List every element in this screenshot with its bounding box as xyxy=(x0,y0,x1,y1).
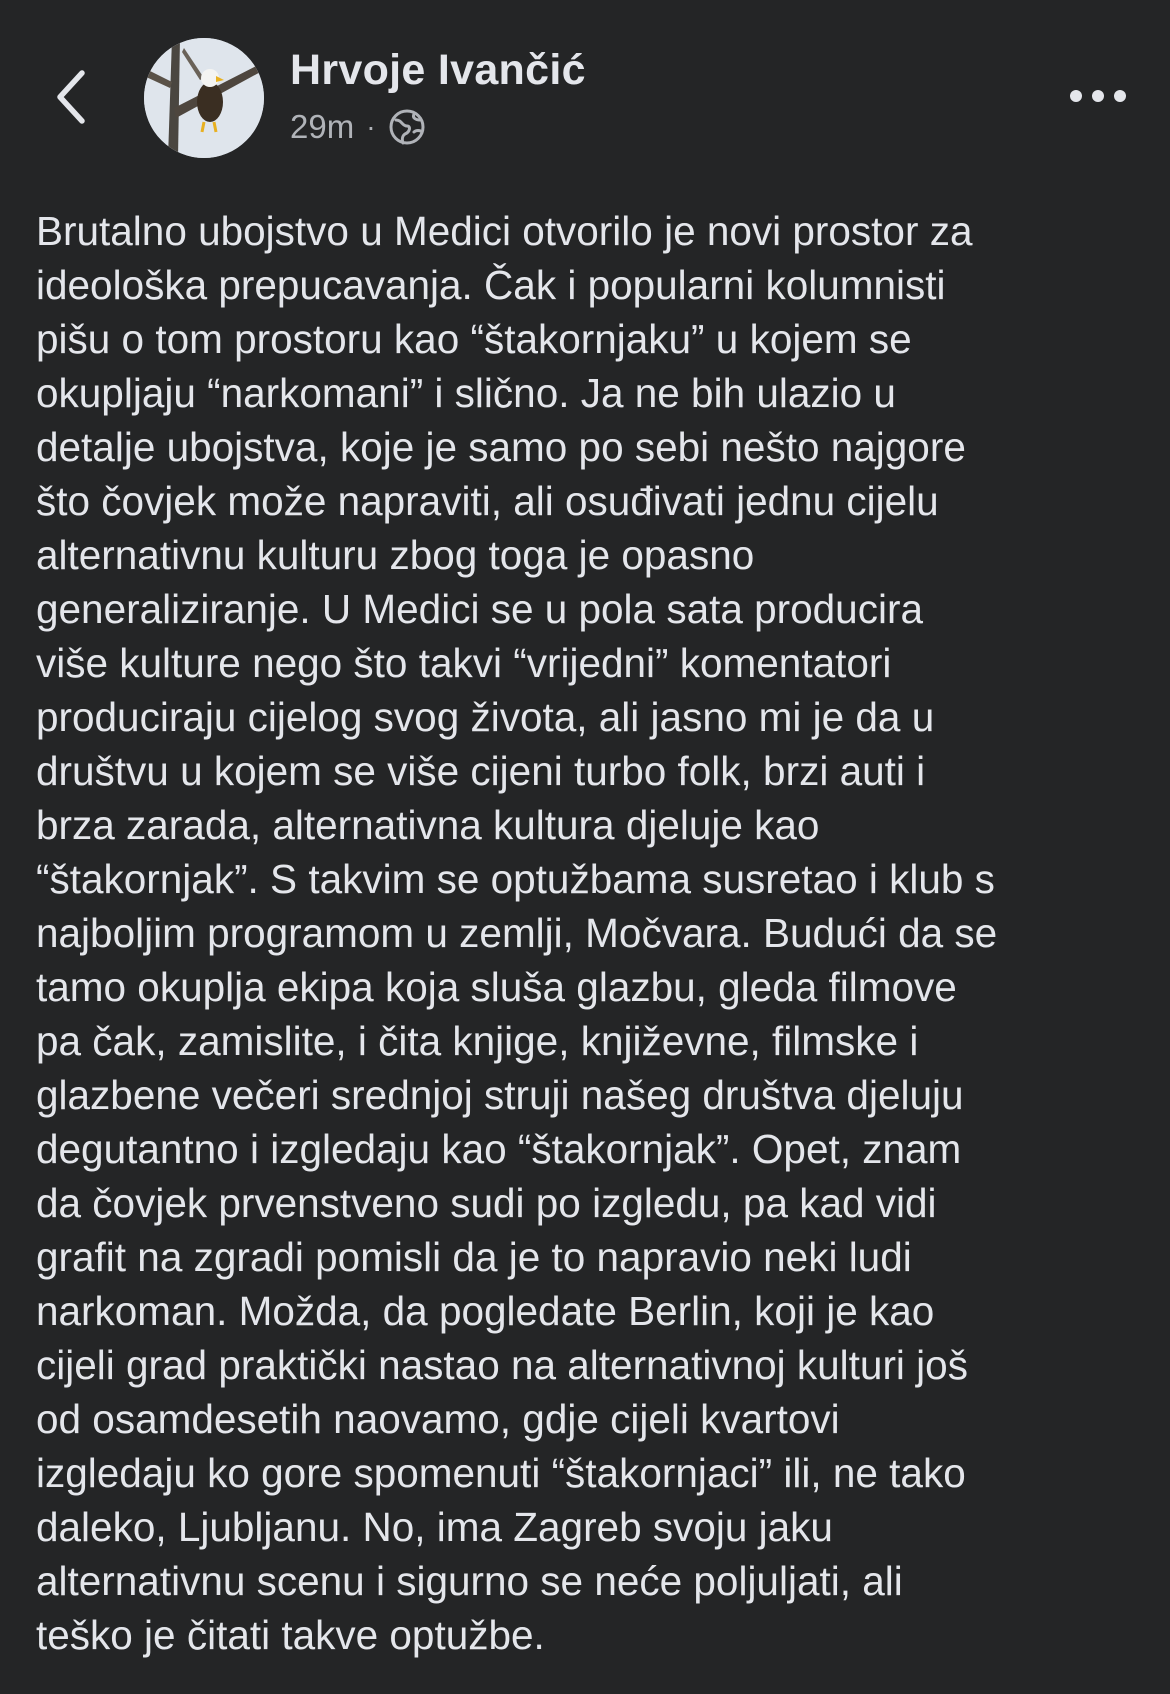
avatar[interactable] xyxy=(144,38,264,158)
post-text-line: generaliziranje. U Medici se u pola sata producira xyxy=(36,586,923,632)
post-text-line: daleko, Ljubljanu. No, ima Zagreb svoju jaku xyxy=(36,1504,833,1550)
post-text-line: tamo okuplja ekipa koja sluša glazbu, gleda filmove xyxy=(36,964,957,1010)
chevron-left-icon xyxy=(52,65,92,129)
post-text-line: društvu u kojem se više cijeni turbo folk, brzi auti i xyxy=(36,748,926,794)
post-text-line: pa čak, zamislite, i čita knjige, književne, filmske i xyxy=(36,1018,919,1064)
post-timestamp[interactable]: 29m xyxy=(290,108,355,145)
post-text-line: više kulture nego što takvi “vrijedni” komentatori xyxy=(36,640,892,686)
post-text-line: degutantno i izgledaju kao “štakornjak”. Opet, znam xyxy=(36,1126,962,1172)
post-text-line: alternativnu kulturu zbog toga je opasno xyxy=(36,532,755,578)
post-header xyxy=(0,0,1170,190)
more-options-button[interactable] xyxy=(1062,72,1134,120)
back-button[interactable] xyxy=(44,62,100,132)
post-text-line: od osamdesetih naovamo, gdje cijeli kvartovi xyxy=(36,1396,840,1442)
post-text-line: produciraju cijelog svog života, ali jasno mi je da u xyxy=(36,694,935,740)
post-text-line: ideološka prepucavanja. Čak i popularni kolumnisti xyxy=(36,262,946,308)
post-text-line: što čovjek može napraviti, ali osuđivati jednu cijelu xyxy=(36,478,939,524)
meta-separator: · xyxy=(366,111,376,142)
post-text-line: glazbene večeri srednjoj struji našeg društva djeluju xyxy=(36,1072,964,1118)
post-text-line: pišu o tom prostoru kao “štakornjaku” u kojem se xyxy=(36,316,912,362)
post-text-line: narkoman. Možda, da pogledate Berlin, koji je kao xyxy=(36,1288,935,1334)
post-text-line: detalje ubojstva, koje je samo po sebi nešto najgore xyxy=(36,424,966,470)
post-text-line: da čovjek prvenstveno sudi po izgledu, pa kad vidi xyxy=(36,1180,937,1226)
post-text-line: alternativnu scenu i sigurno se neće poljuljati, ali xyxy=(36,1558,903,1604)
post-text-line: najboljim programom u zemlji, Močvara. Budući da se xyxy=(36,910,998,956)
post-text-line: okupljaju “narkomani” i slično. Ja ne bih ulazio u xyxy=(36,370,896,416)
more-horizontal-icon xyxy=(1068,88,1128,104)
post-text xyxy=(36,204,1140,1662)
author-name[interactable]: Hrvoje Ivančić xyxy=(290,46,586,94)
post-text-line: teško je čitati takve optužbe. xyxy=(36,1612,545,1658)
post-text-line: Brutalno ubojstvo u Medici otvorilo je novi prostor za xyxy=(36,208,973,254)
post-text-line: brza zarada, alternativna kultura djeluje kao xyxy=(36,802,820,848)
globe-icon xyxy=(388,108,426,146)
post-text-line: “štakornjak”. S takvim se optužbama susretao i klub s xyxy=(36,856,995,902)
avatar-image xyxy=(144,38,264,158)
post-meta xyxy=(290,104,426,150)
post-text-line: cijeli grad praktički nastao na alternativnoj kulturi još xyxy=(36,1342,968,1388)
post-text-line: izgledaju ko gore spomenuti “štakornjaci” ili, ne tako xyxy=(36,1450,966,1496)
post-text-line: grafit na zgradi pomisli da je to napravio neki ludi xyxy=(36,1234,912,1280)
